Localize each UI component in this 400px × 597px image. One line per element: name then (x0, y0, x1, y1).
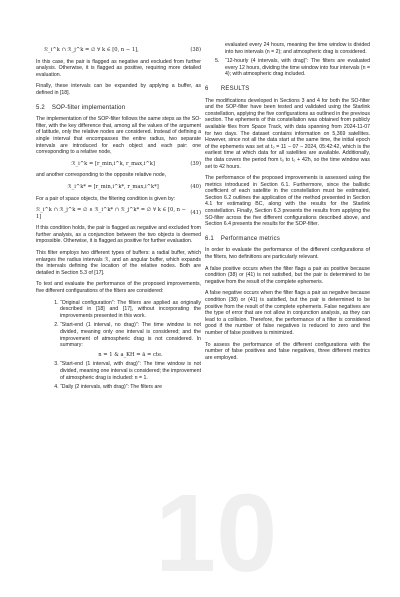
paragraph: In order to evaluate the performance of the different configurations of the filters, two definitions are particularly relevant. (205, 247, 370, 261)
paragraph: To test and evaluate the performance of the proposed improvements, five different configurations of the filters are considered: (36, 281, 201, 295)
equation-41-number: (41) (190, 210, 201, 217)
equation-40-math: ℛ_i^k* = [r_min,i^k*, r_max,i^k*] (67, 183, 159, 190)
paragraph: A false negative occurs when the filter flags a pair as negative because condition (38) or (41) is satisfied, but the pair is determined to be positive from the result of the complete ephemeris. False negatives are the type of error that are not allow in conjunction analysis, as they can lead to a collision. Therefore, the performance of a filter is considered good if the number of false negatives is reduced to zero and the number of false positives is minimized. (205, 290, 370, 336)
section-title: SOP-filter implementation (51, 104, 126, 111)
list-item: 3. “Start-end (1 interval, with drag)”: The time window is not divided, meaning one interval is considered; the improvement of atmospheric drag is included: n = 1. (60, 361, 201, 381)
list-item (215, 58, 370, 78)
equation-40 (36, 184, 201, 191)
left-column (36, 44, 201, 396)
subsection-title: Performance metrics (220, 235, 281, 242)
paragraph: The performance of the proposed improvements is assessed using the metrics introduced in Section 6.1. Furthermore, since the ballistic coefficient of each satellite in the constellation must be estimated, Section 6.2 outlines the application of the method presented in Section 4.1 for estimating BC, along with the results for the Starlink constellation. Finally, Section 6.3 presents the results from applying the SO-filter across the five different configurations described above, and Section 6.4 presents the results for the SOP-filter. (205, 175, 370, 228)
paragraph: If this condition holds, the pair is flagged as negative and excluded from further analysis, as a conjunction between the two objects is deemed impossible. Otherwise, it is flagged as positive for further evaluation. (36, 225, 201, 245)
page-watermark: 10 (155, 472, 278, 595)
equation-41-math: ℛ_i^k ∩ ℛ_j^k = ∅ ∧ ℛ_i^k* ∩ ℛ_j^k* = ∅ ∀ k ∈ [0, n − 1] (36, 207, 186, 220)
section-number: 6 (205, 85, 209, 92)
list-item-text: “Start-end (1 interval, no drag)”: The time window is not divided, meaning only one interval is considered; and the improvement of atmospheric drag is not considered. In summary: (60, 322, 201, 349)
configuration-list (36, 300, 201, 391)
equation-39-number: (39) (190, 160, 201, 167)
paragraph: Finally, these intervals can be expanded by applying a buffer, as defined in [18]. (36, 83, 201, 96)
paragraph: A false positive occurs when the filter flags a pair as positive because condition (38) or (41) is not satisfied, but the pair is determined to be negative from the result of the complete ephemeris. (205, 265, 370, 285)
list-equation (60, 352, 201, 359)
equation-38 (36, 47, 201, 54)
equation-39-math: ℛ_i^k = [r_min,i^k, r_max,i^k] (71, 160, 155, 167)
right-column (205, 42, 370, 366)
equation-41 (36, 207, 201, 220)
list-item: 1. “Original configuration”: The filters are applied as originally described in [18] and [17], without incorporating the improvements presented in this work. (60, 300, 201, 320)
list-item (60, 322, 201, 358)
equation-38-math: ℛ_i^k ∩ ℛ_j^k = ∅ ∀ k ∈ [0, n − 1], (44, 47, 139, 53)
equation-40-number: (40) (190, 183, 201, 190)
paragraph: This filter employs two different types of buffers: a radial buffer, which enlarges the radius intervals ℛ, and an angular buffer, which expands the intervals defining the location of the relative nodes. Both are detailed in Section 5.3 of [17]. (36, 250, 201, 276)
equation-38-number: (38) (190, 47, 201, 53)
list-item: 4. “Daily (2 intervals, with drag)”: The filters are (60, 384, 201, 391)
list-item-number: 5. (215, 58, 220, 65)
equation-39 (36, 161, 201, 168)
list-equation-math: n = 1 & a_KH = ā = cte. (98, 351, 163, 358)
paragraph: For a pair of space objects, the filtering condition is given by: (36, 195, 175, 202)
section-heading (205, 86, 370, 93)
configuration-list-continued (205, 42, 370, 78)
paragraph: The implementation of the SOP-filter follows the same steps as the SO-filter, with the key difference that, among all the values of the argument of latitude, only the relative nodes are considered. Instead of defining a single interval that encompasses the entire radius, two separate intervals are introduced for each object and each pair: one corresponding to a relative node, (36, 116, 201, 156)
subsection-number: 6.1 (205, 235, 214, 242)
list-item-continued: evaluated every 24 hours, meaning the time window is divided into two intervals (n = 2); and atmospheric drag is considered. (225, 42, 370, 55)
list-item-text: “12-hourly (4 intervals, with drag)”: The filters are evaluated every 12 hours, dividing the time window into four intervals (n = 4); with atmospheric drag included. (225, 58, 370, 78)
paragraph: In this case, the pair is flagged as negative and excluded from further analysis. Otherwise, it is flagged as positive, requiring more detailed evaluation. (36, 58, 201, 78)
section-number: 5.2 (36, 104, 45, 111)
paragraph: The modifications developed in Sections 3 and 4 for both the SO-filter and the SOP-filter have been tested and validated using the Starlink constellation, applying the five configurations as outlined in the previous section. The ephemeris of this constellation was obtained from publicly available files from Space Track, with data spanning from 2024-11-07 for two days. The dataset contains information on 5,369 satellites. However, since not all the data start at the same time, the initial epoch of the ephemeris was set at t₀ = 11 − 07 − 2024, 05:42:42, which is the earliest time at which data for all satellites are available. Additionally, the data covers the period from t₀ to t₀ + 42h, so the time window was set to 42 hours. (205, 97, 370, 170)
section-title: RESULTS (220, 85, 250, 92)
subsection-heading (205, 236, 370, 243)
paragraph: and another corresponding to the opposite relative node, (36, 172, 167, 179)
paragraph: To assess the performance of the different configurations with the number of false positives and false negatives, three different metrics are employed. (205, 341, 370, 361)
section-heading (36, 105, 201, 112)
